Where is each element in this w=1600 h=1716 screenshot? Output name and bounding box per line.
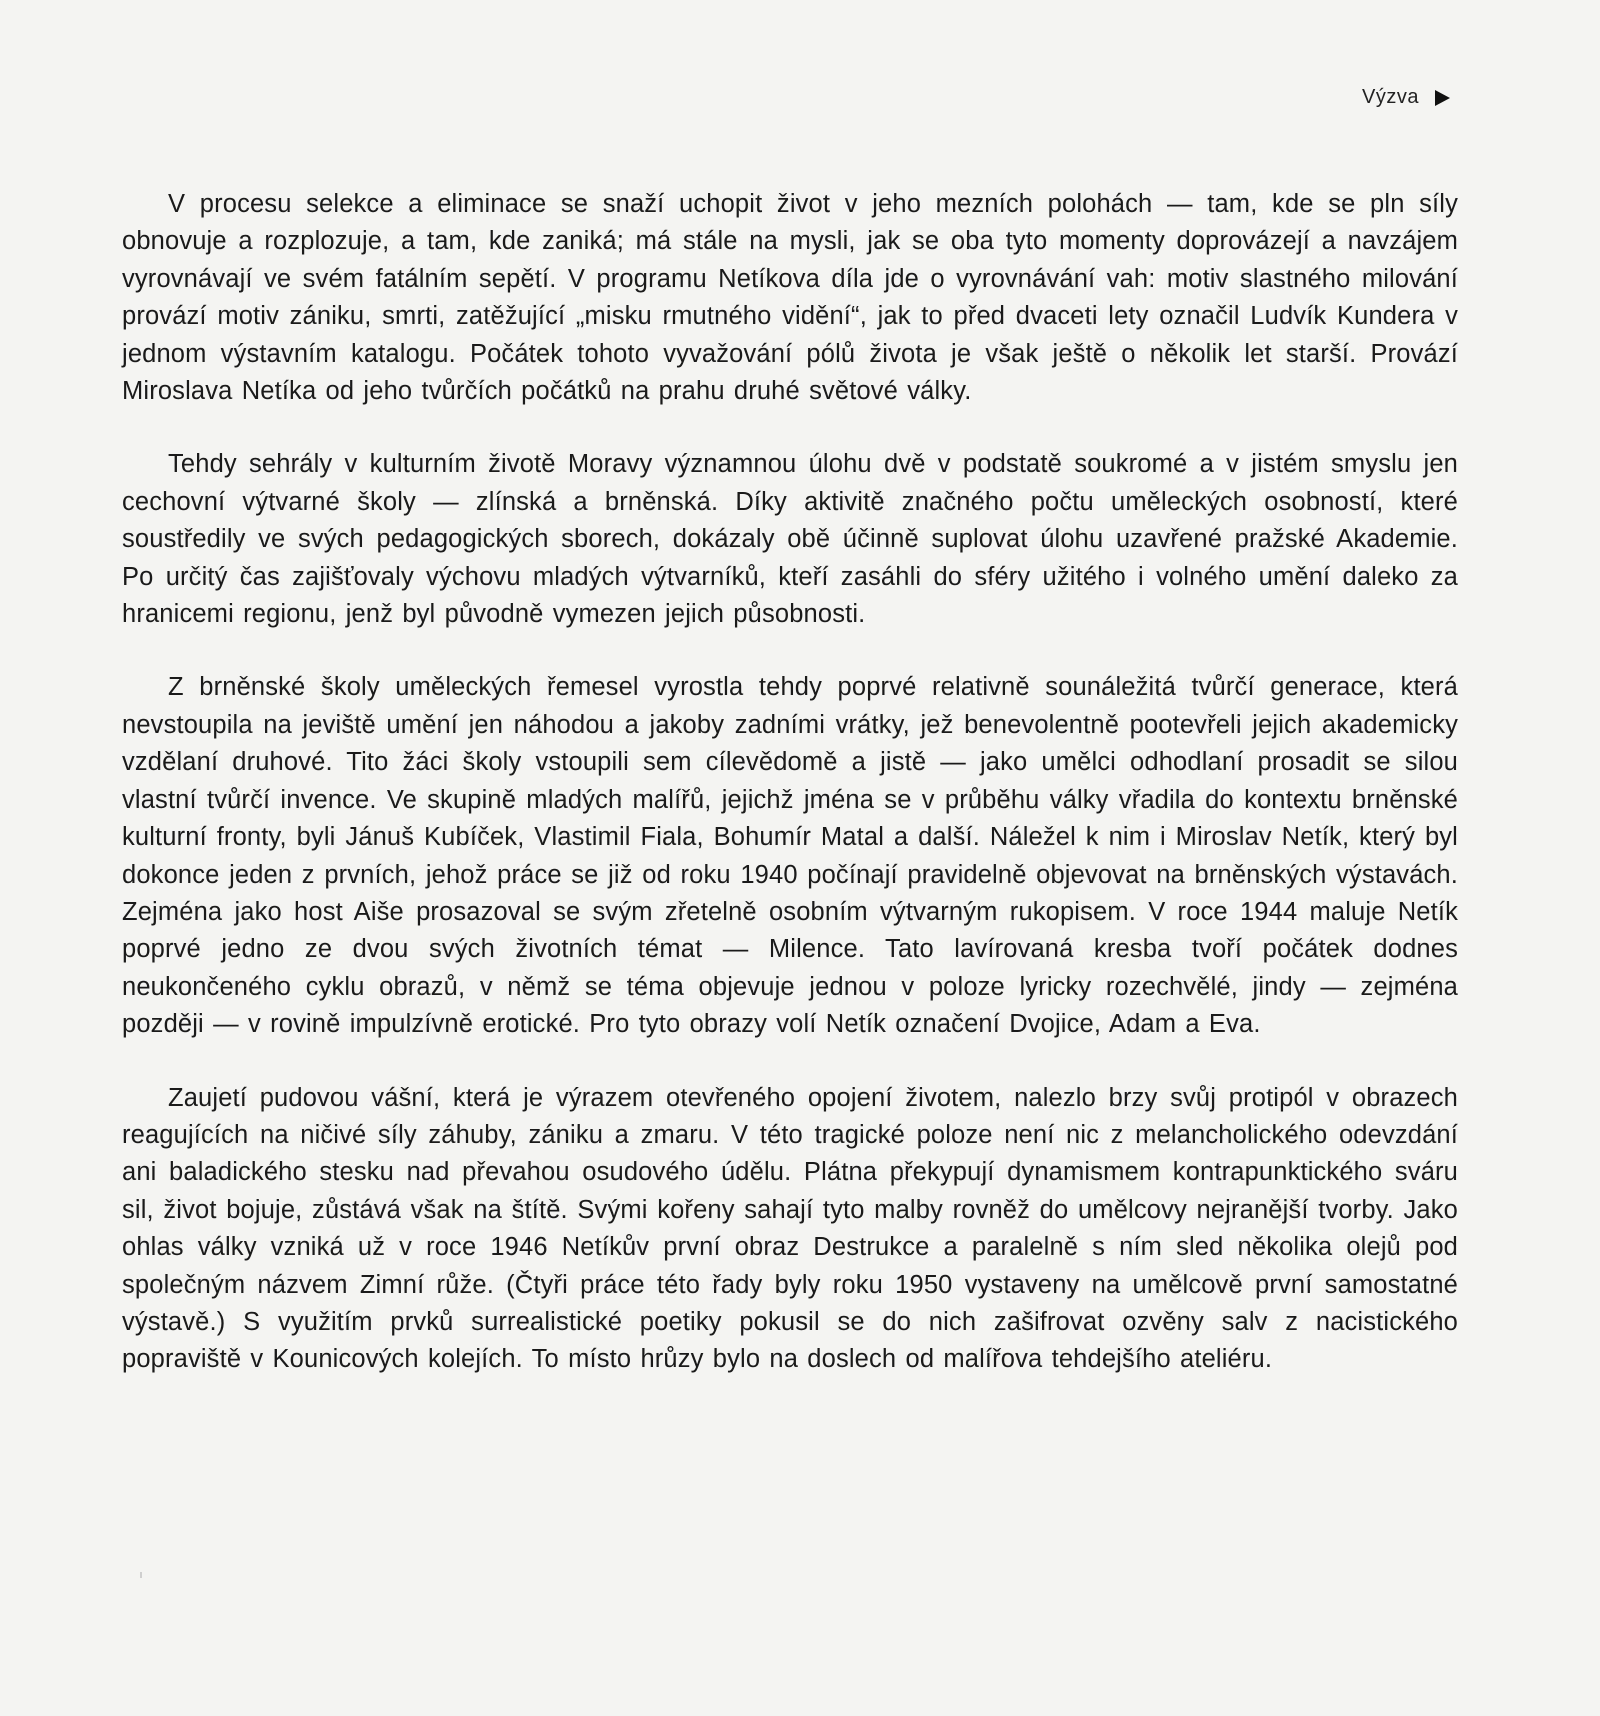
paragraph: V procesu selekce a eliminace se snaží uchopit život v jeho mezních polohách — tam, kde se pln síly obnovuje a rozplozuje, a tam, kde zaniká; má stále na mysli, jak se oba tyto momenty doprovázejí a navzájem vyrovnávají ve svém fatálním sepětí. V programu Netíkova díla jde o vyrovnávání vah: motiv slastného milování provází motiv zániku, smrti, zatěžující „misku rmutného vidění“, jak to před dvaceti lety označil Ludvík Kundera v jednom výstavním katalogu. Počátek tohoto vyvažování pólů života je však ještě o několik let starší. Provází Miroslava Netíka od jeho tvůrčích počátků na prahu druhé světové války. xyxy=(122,190,1458,406)
body-text xyxy=(122,186,1458,1415)
next-section-link[interactable] xyxy=(1362,86,1450,109)
paragraph: Z brněnské školy uměleckých řemesel vyrostla tehdy poprvé relativně sounáležitá tvůrčí generace, která nevstoupila na jeviště umění jen náhodou a jakoby zadními vrátky, jež benevolentně pootevřeli jejich akademicky vzdělaní druhové. Tito žáci školy vstoupili sem cílevědomě a jistě — jako umělci odhodlaní prosadit se silou vlastní tvůrčí invence. Ve skupině mladých malířů, jejichž jména se v průběhu války vřadila do kontextu brněnské kulturní fronty, byli Jánuš Kubíček, Vlastimil Fiala, Bohumír Matal a další. Náležel k nim i Miroslav Netík, který byl dokonce jeden z prvních, jehož práce se již od roku 1940 počínají pravidelně objevovat na brněnských výstavách. Zejména jako host Aiše prosazoval se svým zřetelně osobním výtvarným rukopisem. V roce 1944 maluje Netík poprvé jedno ze dvou svých životních témat — Milence. Tato lavírovaná kresba tvoří počátek dodnes neukončeného cyklu obrazů, v němž se téma objevuje jednou v poloze lyricky rozechvělé, jindy — zejména později — v rovině impulzívně erotické. Pro tyto obrazy volí Netík označení Dvojice, Adam a Eva. xyxy=(122,673,1458,1039)
paragraph: Tehdy sehrály v kulturním životě Moravy významnou úlohu dvě v podstatě soukromé a v jistém smyslu jen cechovní výtvarné školy — zlínská a brněnská. Díky aktivitě značného počtu uměleckých osobností, které soustředily ve svých pedagogických sborech, dokázaly obě účinně suplovat úlohu uzavřené pražské Akademie. Po určitý čas zajišťovaly výchovu mladých výtvarníků, kteří zasáhli do sféry užitého i volného umění daleko za hranicemi regionu, jenž byl původně vymezen jejich působnosti. xyxy=(122,450,1458,629)
paper-speck xyxy=(140,1572,142,1578)
right-triangle-arrow-icon xyxy=(1435,90,1450,106)
next-section-label: Výzva xyxy=(1362,86,1419,108)
paragraph: Zaujetí pudovou vášní, která je výrazem otevřeného opojení životem, nalezlo brzy svůj protipól v obrazech reagujících na ničivé síly záhuby, zániku a zmaru. V této tragické poloze není nic z melancholického odevzdání ani baladického stesku nad převahou osudového údělu. Plátna překypují dynamismem kontrapunktického sváru sil, život bojuje, zůstává však na štítě. Svými kořeny sahají tyto malby rovněž do umělcovy nejranější tvorby. Jako ohlas války vzniká už v roce 1946 Netíkův první obraz Destrukce a paralelně s ním sled několika olejů pod společným názvem Zimní růže. (Čtyři práce této řady byly roku 1950 vystaveny na umělcově první samostatné výstavě.) S využitím prvků surrealistické poetiky pokusil se do nich zašifrovat ozvěny salv z nacistického popraviště v Kounicových kolejích. To místo hrůzy bylo na doslech od malířova tehdejšího ateliéru. xyxy=(122,1083,1458,1374)
